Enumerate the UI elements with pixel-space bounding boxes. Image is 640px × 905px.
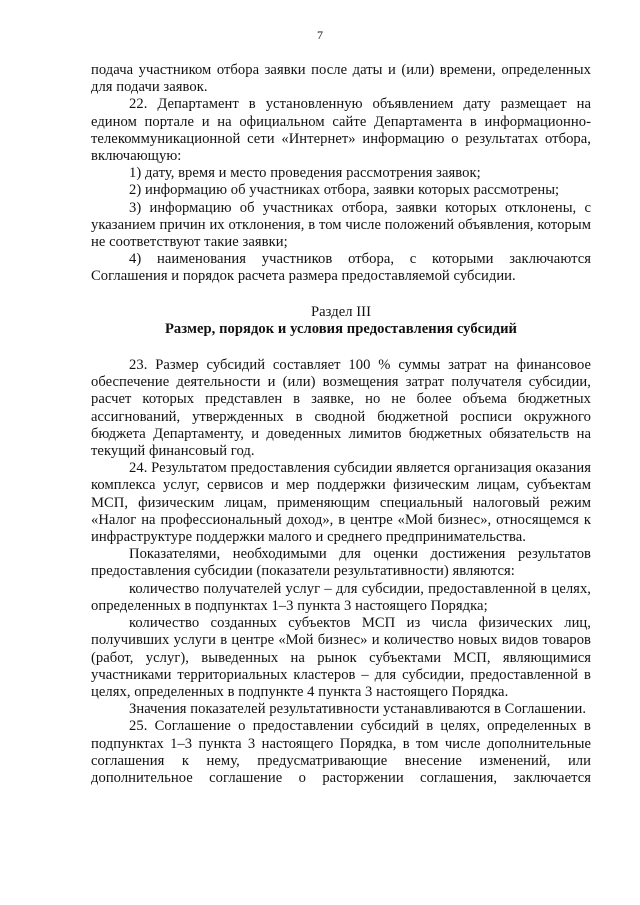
paragraph-item-3: 3) информацию об участниках отбора, заявки которых отклонены, с указанием причин их отклонения, в том числе положений объявления, которым не соответствуют такие заявки; bbox=[91, 199, 591, 251]
paragraph-continuation: подача участником отбора заявки после даты и (или) времени, определенных для подачи заявок. bbox=[91, 62, 591, 96]
section-heading bbox=[91, 304, 591, 338]
paragraph-item-2: 2) информацию об участниках отбора, заявки которых рассмотрены; bbox=[129, 182, 560, 199]
page-number: 7 bbox=[316, 28, 324, 42]
paragraph-clause-22: 22. Департамент в установленную объявлением дату размещает на едином портале и на официальном сайте Департамента в информационно-телекоммуникационной сети «Интернет» информацию о результатах отбора, включающую: bbox=[91, 96, 591, 165]
paragraph-clause-24: 24. Результатом предоставления субсидии является организация оказания комплекса услуг, сервисов и мер поддержки физическим лицам, субъектам МСП, физическим лицам, применяющим специальный налоговый режим «Налог на профессиональный доход», в центре «Мой бизнес», относящемся к инфраструктуре поддержки малого и среднего предпринимательства. bbox=[91, 460, 591, 546]
paragraph-item-1: 1) дату, время и место проведения рассмотрения заявок; bbox=[129, 165, 481, 182]
paragraph-clause-25: 25. Соглашение о предоставлении субсидий в целях, определенных в подпунктах 1–3 пункта 3 настоящего Порядка, в том числе дополнительные соглашения к нему, предусматривающие внесение изменений, или дополнительное соглашение о расторжении соглашения, заключается bbox=[91, 718, 591, 786]
document-body bbox=[91, 62, 591, 787]
paragraph-indicator-values: Значения показателей результативности устанавливаются в Соглашении. bbox=[129, 701, 587, 718]
paragraph-indicators: Показателями, необходимыми для оценки достижения результатов предоставления субсидии (показатели результативности) являются: bbox=[91, 546, 591, 580]
paragraph-indicator-2: количество созданных субъектов МСП из числа физических лиц, получивших услуги в центре «Мой бизнес» и количество новых видов товаров (работ, услуг), выведенных на рынок субъектами МСП, являющимися участниками территориальных кластеров – для субсидии, предоставленной в целях, определенных в подпункте 4 пункта 3 настоящего Порядка. bbox=[91, 615, 591, 700]
section-label: Раздел III bbox=[310, 303, 371, 320]
paragraph-indicator-1: количество получателей услуг – для субсидии, предоставленной в целях, определенных в подпунктах 1–3 пункта 3 настоящего Порядка; bbox=[91, 580, 591, 614]
paragraph-clause-23: 23. Размер субсидий составляет 100 % суммы затрат на финансовое обеспечение деятельности и (или) возмещения затрат получателя субсидии, расчет которых представлен в заявке, но не более объема бюджетных ассигнований, утвержденных в сводной бюджетной росписи окружного бюджета Департаменту, и доведенных лимитов бюджетных обязательств на текущий финансовый год. bbox=[91, 357, 591, 460]
section-title: Размер, порядок и условия предоставления субсидий bbox=[164, 320, 518, 337]
paragraph-item-4: 4) наименования участников отбора, с которыми заключаются Соглашения и порядок расчета размера предоставляемой субсидии. bbox=[91, 251, 591, 285]
